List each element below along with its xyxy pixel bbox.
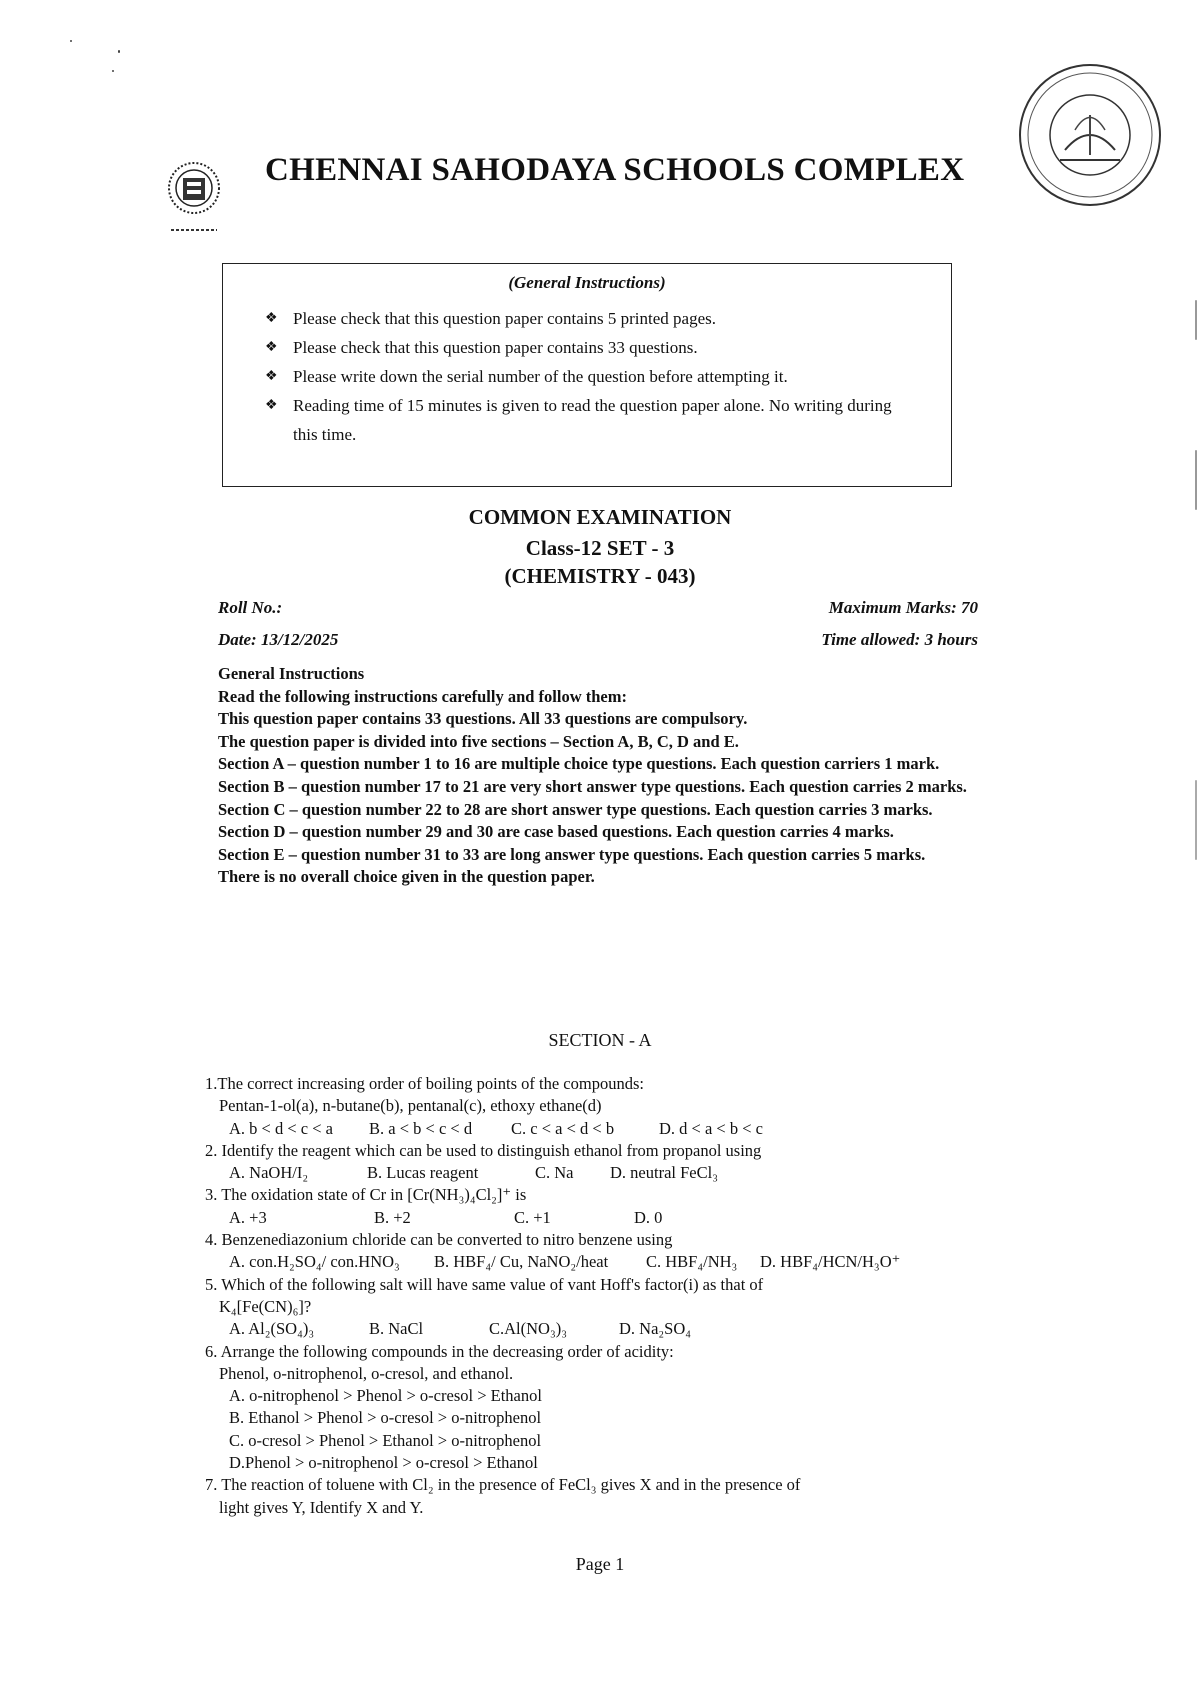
exam-title: COMMON EXAMINATION	[468, 505, 732, 529]
gi-line: Section D – question number 29 and 30 are case based questions. Each question carries 4 marks.	[218, 822, 894, 842]
gi-line: Section E – question number 31 to 33 are long answer type questions. Each question carries 5 marks.	[218, 844, 926, 864]
option: B. Lucas reagent	[367, 1163, 479, 1183]
scan-speck	[118, 50, 120, 53]
option: D. 0	[634, 1207, 663, 1227]
option: C. +1	[514, 1207, 551, 1227]
option: D. neutral FeCl₃	[610, 1163, 718, 1183]
scan-edge	[1195, 450, 1197, 510]
gi-line: There is no overall choice given in the question paper.	[218, 867, 595, 887]
option: D.Phenol > o-nitrophenol > o-cresol > Ethanol	[229, 1453, 538, 1473]
gi-line: Section B – question number 17 to 21 are very short answer type questions. Each question carries 2 marks.	[218, 776, 967, 796]
option: C. c < a < d < b	[511, 1118, 615, 1138]
option: B. a < b < c < d	[369, 1118, 473, 1138]
q3-options	[205, 1207, 1015, 1229]
page-number: Page 1	[575, 1554, 625, 1574]
option: B. HBF₄/ Cu, NaNO₂/heat	[434, 1252, 609, 1272]
school-name-heading: CHENNAI SAHODAYA SCHOOLS COMPLEX	[265, 152, 965, 188]
gi-heading: General Instructions	[218, 664, 365, 683]
gi-line: Section A – question number 1 to 16 are multiple choice type questions. Each question carriers 1 mark.	[218, 754, 940, 774]
question-6: 6. Arrange the following compounds in the decreasing order of acidity: Phenol, o-nitrophenol, o-cresol, and ethanol. A. o-nitrophenol > Phenol > o-cresol > Ethanol B. Ethanol > Phenol > o-cresol > o-nitrophenol C. o-cresol > Phenol > Ethanol > o-nitrophenol D.Phenol > o-nitrophenol > o-cresol > Ethanol	[205, 1341, 1015, 1475]
option: C. Na	[535, 1163, 574, 1183]
q1-options	[205, 1118, 1015, 1140]
option: D. d < a < b < c	[659, 1118, 763, 1138]
diamond-bullet-icon: ❖	[265, 398, 278, 413]
box-title: (General Instructions)	[508, 273, 666, 292]
question-7: 7. The reaction of toluene with Cl₂ in the presence of FeCl₃ gives X and in the presence of light gives Y, Identify X and Y.	[205, 1475, 801, 1517]
question-4: 4. Benzenediazonium chloride can be converted to nitro benzene using A. con.H₂SO₄/ con.HNO₃ B. HBF₄/ Cu, NaNO₂/heat C. HBF₄/NH₃ D. HBF₄/HCN/H₃O⁺	[205, 1229, 1015, 1274]
scan-edge	[1195, 780, 1197, 860]
diamond-bullet-icon: ❖	[265, 340, 278, 355]
instruction-item: ❖ Please check that this question paper contains 5 printed pages.	[265, 304, 905, 333]
option: C. o-cresol > Phenol > Ethanol > o-nitrophenol	[229, 1430, 542, 1450]
q2-options	[205, 1162, 1015, 1184]
instruction-list	[265, 304, 905, 449]
exam-class-set: Class-12 SET - 3	[525, 536, 675, 560]
question-1: 1.The correct increasing order of boiling points of the compounds: Pentan-1-ol(a), n-butane(b), pentanal(c), ethoxy ethane(d) A. b < d < c < a B. a < b < c < d C. c < a < d < b D. d < a < b < c	[205, 1073, 1015, 1140]
max-marks: Maximum Marks: 70	[828, 598, 978, 617]
instruction-item: ❖ Reading time of 15 minutes is given to read the question paper alone. No writing during this time.	[265, 391, 905, 449]
option: A. con.H₂SO₄/ con.HNO₃	[229, 1252, 400, 1272]
gi-line: The question paper is divided into five sections – Section A, B, C, D and E.	[218, 731, 739, 751]
question-3: 3. The oxidation state of Cr in [Cr(NH₃)₄Cl₂]⁺ is A. +3 B. +2 C. +1 D. 0	[205, 1184, 1015, 1229]
option: A. b < d < c < a	[229, 1118, 333, 1138]
option: C.Al(NO₃)₃	[489, 1319, 567, 1339]
option: B. +2	[374, 1207, 411, 1227]
option: A. Al₂(SO₄)₃	[229, 1319, 315, 1339]
option: A. NaOH/I₂	[229, 1163, 309, 1183]
q5-options	[205, 1318, 1015, 1340]
gi-line: Section C – question number 22 to 28 are short answer type questions. Each question carries 3 marks.	[218, 799, 933, 819]
option: A. o-nitrophenol > Phenol > o-cresol > Ethanol	[229, 1386, 542, 1406]
scan-speck	[112, 70, 114, 72]
diamond-bullet-icon: ❖	[265, 369, 278, 384]
school-emblem-icon	[163, 160, 225, 240]
section-a-heading: SECTION - A	[548, 1030, 652, 1050]
general-instructions-box	[222, 263, 952, 487]
question-2: 2. Identify the reagent which can be used to distinguish ethanol from propanol using A. NaOH/I₂ B. Lucas reagent C. Na D. neutral FeCl₃	[205, 1140, 1015, 1185]
option: B. Ethanol > Phenol > o-cresol > o-nitrophenol	[229, 1408, 542, 1428]
gi-line: This question paper contains 33 questions. All 33 questions are compulsory.	[218, 709, 748, 729]
scan-edge	[1195, 300, 1197, 340]
instruction-item: ❖ Please write down the serial number of the question before attempting it.	[265, 362, 905, 391]
diamond-bullet-icon: ❖	[265, 311, 278, 326]
instruction-item: ❖ Please check that this question paper contains 33 questions.	[265, 333, 905, 362]
scan-speck	[70, 40, 72, 42]
q4-options	[205, 1251, 1015, 1273]
exam-date: Date: 13/12/2025	[218, 630, 339, 649]
general-instructions-text	[218, 663, 988, 889]
time-allowed: Time allowed: 3 hours	[821, 630, 978, 649]
question-list	[205, 1073, 1015, 1519]
question-5: 5. Which of the following salt will have same value of vant Hoff's factor(i) as that of K₄[Fe(CN)₆]? A. Al₂(SO₄)₃ B. NaCl C.Al(NO₃)₃ D. Na₂SO₄	[205, 1274, 1015, 1341]
exam-subject: (CHEMISTRY - 043)	[504, 564, 696, 588]
option: D. Na₂SO₄	[619, 1319, 692, 1339]
gi-line: Read the following instructions carefully and follow them:	[218, 686, 627, 706]
school-seal-icon	[1015, 60, 1165, 210]
option: C. HBF₄/NH₃	[646, 1252, 738, 1272]
roll-no-label: Roll No.:	[218, 598, 283, 617]
option: A. +3	[229, 1207, 267, 1227]
option: D. HBF₄/HCN/H₃O⁺	[760, 1252, 901, 1272]
option: B. NaCl	[369, 1319, 424, 1339]
